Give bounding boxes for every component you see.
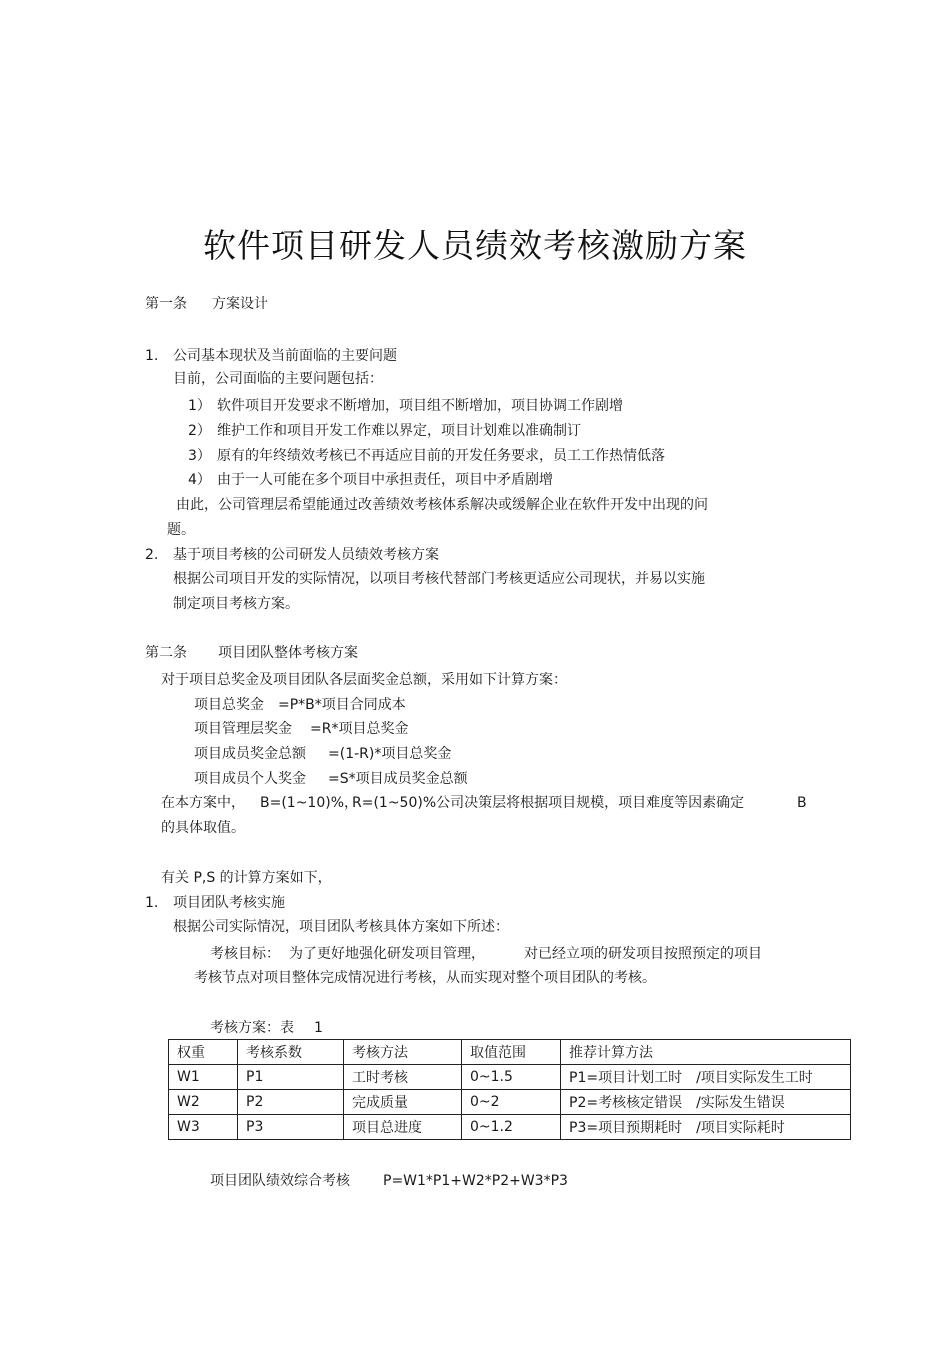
article-2-label: 第二条 [145,645,187,661]
list-item-text: 软件项目开发要求不断增加，项目组不断增加，项目协调工作剧增 [217,398,623,414]
formula-expression: =R*项目总奖金 [310,721,409,737]
table-cell: 0~2 [462,1090,561,1115]
section-1-conclusion: 由此，公司管理层希望能通过改善绩效考核体系解决或缓解企业在软件开发中出现的问 [176,497,708,513]
table-caption-number: 1 [314,1020,323,1036]
section-2-heading: 基于项目考核的公司研发人员绩效考核方案 [173,547,439,563]
table-header-row [169,1040,851,1065]
formula-name: 项目成员奖金总额 [194,746,306,762]
article-1-label: 第一条 [145,296,187,312]
parameter-note-b: B=(1~10)%， [260,795,359,811]
goal-label: 考核目标： [210,946,280,962]
list-item-number: 4） [188,472,211,488]
table-cell: 0~1.5 [462,1065,561,1090]
table-cell: 项目总进度 [344,1115,462,1140]
formula-name: 项目总奖金 [194,697,264,713]
table-header-cell: 权重 [169,1040,238,1065]
section-3-intro: 根据公司实际情况，项目团队考核具体方案如下所述： [173,919,509,935]
table-header-cell: 推荐计算方法 [561,1040,851,1065]
list-item-number: 2） [188,423,211,439]
ps-intro: 有关 P,S 的计算方案如下， [161,870,332,886]
table-cell: P1=项目计划工时 /项目实际发生工时 [561,1065,851,1090]
formula-expression: =(1-R)*项目总奖金 [328,746,452,762]
list-item-text: 原有的年终绩效考核已不再适应目前的开发任务要求，员工工作热情低落 [217,448,665,464]
table-cell: P1 [238,1065,344,1090]
table-cell: W1 [169,1065,238,1090]
goal-text-end: 考核节点对项目整体完成情况进行考核，从而实现对整个项目团队的考核。 [194,970,656,986]
formula-name: 项目成员个人奖金 [194,771,306,787]
summary-formula: P=W1*P1+W2*P2+W3*P3 [383,1173,568,1189]
parameter-note-b-symbol: B [797,795,807,811]
table-caption: 考核方案：表 [210,1020,294,1036]
list-item-number: 1） [188,398,211,414]
section-2-number: 2. [145,547,159,563]
formula-expression: =S*项目成员奖金总额 [328,771,468,787]
table-header-cell: 取值范围 [462,1040,561,1065]
article-2-title: 项目团队整体考核方案 [218,645,358,661]
list-item-text: 维护工作和项目开发工作难以界定，项目计划难以准确制订 [217,423,581,439]
section-2-paragraph-end: 制定项目考核方案。 [173,596,299,612]
bonus-intro: 对于项目总奖金及项目团队各层面奖金总额，采用如下计算方案： [161,672,567,688]
table-header-cell: 考核系数 [238,1040,344,1065]
parameter-note-r: R=(1~50)%公司决策层将根据项目规模，项目难度等因素确定 [352,795,745,811]
list-item-text: 由于一人可能在多个项目中承担责任，项目中矛盾剧增 [217,472,553,488]
table-row [169,1090,851,1115]
section-2-paragraph: 根据公司项目开发的实际情况，以项目考核代替部门考核更适应公司现状，并易以实施 [173,571,705,587]
table-cell: 0~1.2 [462,1115,561,1140]
document-title: 软件项目研发人员绩效考核激励方案 [203,226,747,265]
table-cell: W2 [169,1090,238,1115]
assessment-table [168,1039,851,1140]
table-header-cell: 考核方法 [344,1040,462,1065]
section-1-intro: 目前，公司面临的主要问题包括： [173,371,383,387]
formula-name: 项目管理层奖金 [194,721,292,737]
table-cell: W3 [169,1115,238,1140]
article-1-title: 方案设计 [212,296,268,312]
table-row [169,1115,851,1140]
section-1-number: 1. [145,348,159,364]
section-1-heading: 公司基本现状及当前面临的主要问题 [173,348,397,364]
table-cell: 完成质量 [344,1090,462,1115]
parameter-note: 在本方案中， [161,795,245,811]
section-3-heading: 项目团队考核实施 [173,895,285,911]
goal-text-cont: 对已经立项的研发项目按照预定的项目 [524,946,762,962]
section-3-number: 1. [145,895,159,911]
parameter-note-end: 的具体取值。 [161,820,245,836]
table-cell: P3 [238,1115,344,1140]
table-cell: P2=考核核定错误 /实际发生错误 [561,1090,851,1115]
section-1-conclusion-end: 题。 [167,522,195,538]
table-cell: P2 [238,1090,344,1115]
table-cell: 工时考核 [344,1065,462,1090]
formula-expression: =P*B*项目合同成本 [278,697,406,713]
list-item-number: 3） [188,448,211,464]
summary-label: 项目团队绩效综合考核 [210,1173,350,1189]
table-cell: P3=项目预期耗时 /项目实际耗时 [561,1115,851,1140]
table-row [169,1065,851,1090]
goal-text: 为了更好地强化研发项目管理， [289,946,485,962]
